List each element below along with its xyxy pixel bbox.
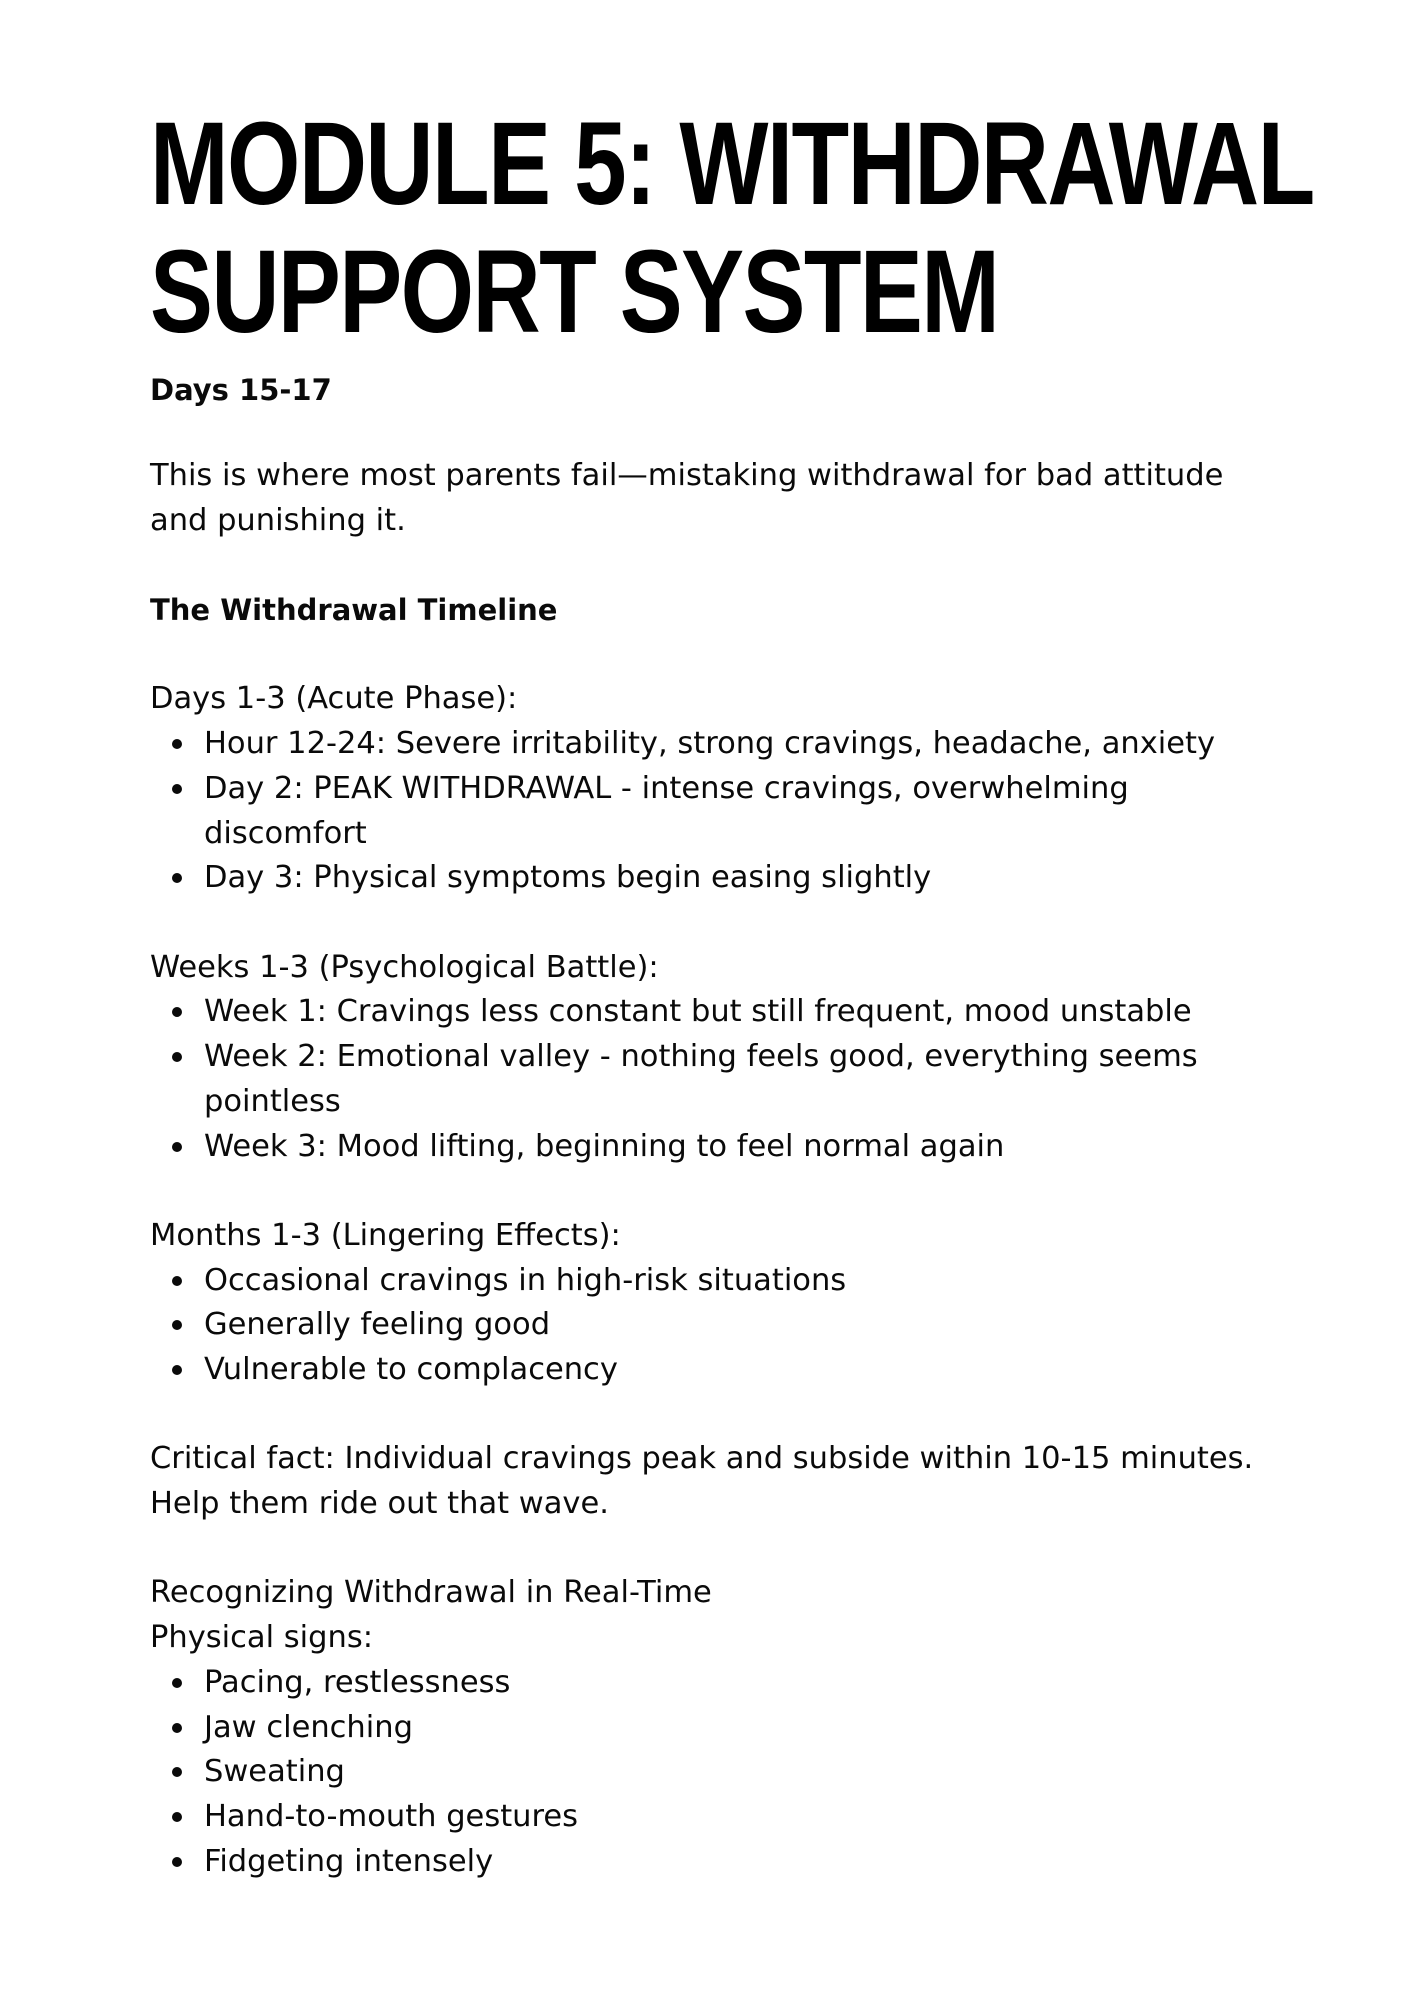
lingering-effects-list (150, 1259, 1270, 1393)
title-line-1: MODULE 5: WITHDRAWAL (150, 98, 1314, 230)
list-item: Vulnerable to complacency (204, 1348, 1270, 1393)
list-item: Occasional cravings in high-risk situations (204, 1259, 1270, 1304)
days-subtitle: Days 15-17 (150, 373, 332, 407)
list-item: Week 2: Emotional valley - nothing feels good, everything seems pointless (204, 1035, 1270, 1124)
psychological-battle-list (150, 990, 1270, 1169)
list-item: Fidgeting intensely (204, 1840, 1270, 1885)
document-page (150, 98, 1314, 1879)
critical-fact-paragraph: Critical fact: Individual cravings peak and subside within 10-15 minutes. Help them ride out that wave. (150, 1441, 1254, 1522)
list-item: Week 1: Cravings less constant but still frequent, mood unstable (204, 990, 1270, 1035)
document-body (150, 454, 1270, 1884)
list-item: Day 2: PEAK WITHDRAWAL - intense cravings, overwhelming discomfort (204, 767, 1270, 856)
list-item: Hand-to-mouth gestures (204, 1795, 1270, 1840)
title-line-2: SUPPORT SYSTEM (150, 226, 999, 358)
list-item: Pacing, restlessness (204, 1661, 1270, 1706)
list-item: Day 3: Physical symptoms begin easing slightly (204, 856, 1270, 901)
list-item: Sweating (204, 1750, 1270, 1795)
list-item: Generally feeling good (204, 1303, 1270, 1348)
list-item: Week 3: Mood lifting, beginning to feel normal again (204, 1125, 1270, 1170)
list-item: Hour 12-24: Severe irritability, strong cravings, headache, anxiety (204, 722, 1270, 767)
recognizing-heading: Recognizing Withdrawal in Real-Time (150, 1575, 712, 1611)
physical-signs-heading: Physical signs: (150, 1620, 373, 1656)
page-title (150, 98, 1314, 358)
acute-phase-list (150, 722, 1270, 901)
physical-signs-list (150, 1661, 1270, 1885)
timeline-heading: The Withdrawal Timeline (150, 593, 558, 628)
psychological-battle-heading: Weeks 1-3 (Psychological Battle): (150, 949, 659, 985)
acute-phase-heading: Days 1-3 (Acute Phase): (150, 681, 518, 717)
intro-paragraph: This is where most parents fail—mistaking withdrawal for bad attitude and punishing it. (150, 458, 1224, 538)
lingering-effects-heading: Months 1-3 (Lingering Effects): (150, 1217, 621, 1253)
list-item: Jaw clenching (204, 1706, 1270, 1751)
